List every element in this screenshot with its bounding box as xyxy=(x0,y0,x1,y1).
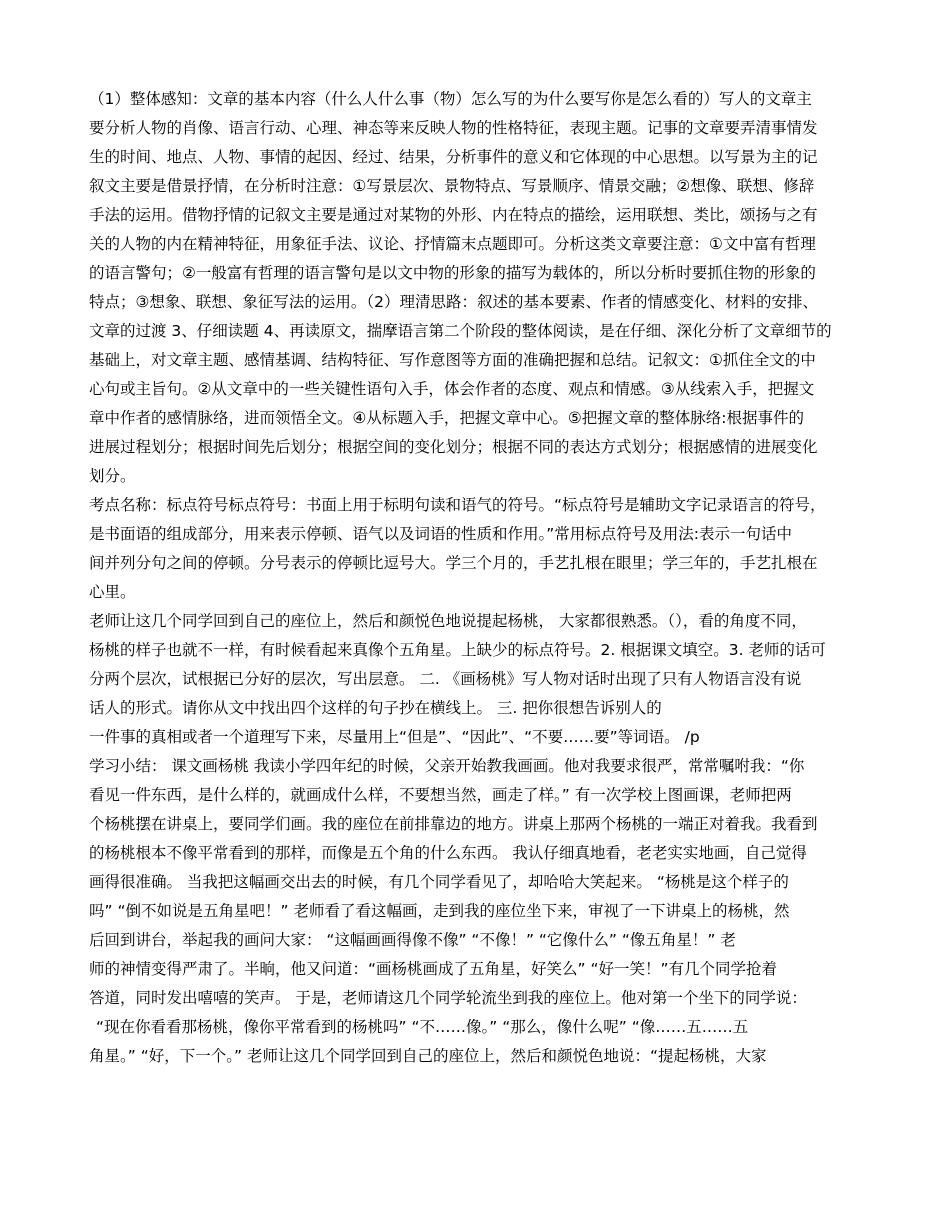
text-line: 分两个层次，试根据已分好的层次，写出层意。 二. 《画杨桃》写人物对话时出现了只有人物语言没有说 xyxy=(89,670,802,688)
text-line: 文章的过渡 3、仔细读题 4、再读原文，揣摩语言第二个阶段的整体阅读，是在仔细、深化分析了文章细节的 xyxy=(89,322,832,340)
text-line: 角星。” “好，下一个。” 老师让这几个同学回到自己的座位上，然后和颜悦色地说：“提起杨桃，大家 xyxy=(89,1047,767,1065)
text-line: 基础上，对文章主题、感情基调、结构特征、写作意图等方面的准确把握和总结。记叙文：①抓住全文的中 xyxy=(89,351,816,369)
text-line: 吗” “倒不如说是五角星吧！” 老师看了看这幅画，走到我的座位坐下来，审视了一下讲桌上的杨桃，然 xyxy=(89,902,790,920)
text-line: 心句或主旨句。②从文章中的一些关键性语句入手，体会作者的态度、观点和情感。③从线索入手，把握文 xyxy=(89,380,815,398)
text-line: 一件事的真相或者一个道理写下来，尽量用上“但是”、“因此”、“不要……要”等词语。 /p xyxy=(89,728,700,746)
text-line: 的语言警句；②一般富有哲理的语言警句是以文中物的形象的描写为载体的，所以分析时要抓住物的形象的 xyxy=(89,264,816,282)
text-line: 关的人物的内在精神特征，用象征手法、议论、抒情篇末点题即可。分析这类文章要注意：①文中富有哲理 xyxy=(89,235,816,253)
text-line: 后回到讲台，举起我的画问大家： “这幅画画得像不像” “不像！” “它像什么” “像五角星！” 老 xyxy=(89,931,736,949)
text-line: 杨桃的样子也就不一样，有时候看起来真像个五角星。上缺少的标点符号。2. 根据课文填空。3. 老师的话可 xyxy=(89,641,826,659)
text-line: 是书面语的组成部分，用来表示停顿、语气以及词语的性质和作用。”常用标点符号及用法:表示一句话中 xyxy=(89,525,793,543)
text-line: 心里。 xyxy=(89,583,136,601)
text-line: 特点；③想象、联想、象征写法的运用。（2）理清思路：叙述的基本要素、作者的情感变化、材料的安排、 xyxy=(89,293,819,311)
text-line: 生的时间、地点、人物、事情的起因、经过、结果，分析事件的意义和它体现的中心思想。以写景为主的记 xyxy=(89,148,818,166)
text-line: 看见一件东西，是什么样的，就画成什么样，不要想当然，画走了样。” 有一次学校上图画课，老师把两 xyxy=(89,786,792,804)
text-line: “现在你看看那杨桃，像你平常看到的杨桃吗” “不……像。” “那么，像什么呢” “像……五……五 xyxy=(96,1018,749,1036)
text-line: 要分析人物的肖像、语言行动、心理、神态等来反映人物的性格特征，表现主题。记事的文章要弄清事情发 xyxy=(89,119,818,137)
text-line: 学习小结： 课文画杨桃 我读小学四年纪的时候，父亲开始教我画画。他对我要求很严，常常嘱咐我：“你 xyxy=(89,757,805,775)
text-line: 个杨桃摆在讲桌上，要同学们画。我的座位在前排靠边的地方。讲桌上那两个杨桃的一端正对着我。我看到 xyxy=(89,815,818,833)
text-line: （1）整体感知：文章的基本内容（什么人什么事（物）怎么写的为什么要写你是怎么看的）写人的文章主 xyxy=(89,90,812,108)
text-line: 间并列分句之间的停顿。分号表示的停顿比逗号大。学三个月的，手艺扎根在眼里；学三年的，手艺扎根在 xyxy=(89,554,818,572)
text-line: 师的神情变得严肃了。半晌，他又问道：“画杨桃画成了五角星，好笑么” “好一笑！”有几个同学抢着 xyxy=(89,960,778,978)
text-line: 章中作者的感情脉络，进而领悟全文。④从标题入手，把握文章中心。⑤把握文章的整体脉络:根据事件的 xyxy=(89,409,805,427)
text-line: 答道，同时发出嘻嘻的笑声。 于是，老师请这几个同学轮流坐到我的座位上。他对第一个坐下的同学说： xyxy=(89,989,807,1007)
text-line: 画得很准确。 当我把这幅画交出去的时候，有几个同学看见了，却哈哈大笑起来。 “杨桃是这个样子的 xyxy=(89,873,789,891)
text-line: 考点名称：标点符号标点符号：书面上用于标明句读和语气的符号。“标点符号是辅助文字记录语言的符号， xyxy=(89,496,826,514)
text-line: 老师让这几个同学回到自己的座位上，然后和颜悦色地说提起杨桃， 大家都很熟悉。（），看的角度不同， xyxy=(89,612,807,630)
text-line: 的杨桃根本不像平常看到的那样，而像是五个角的什么东西。 我认仔细真地看，老老实实地画，自己觉得 xyxy=(89,844,807,862)
text-line: 划分。 xyxy=(89,467,136,485)
text-line: 进展过程划分；根据时间先后划分；根据空间的变化划分；根据不同的表达方式划分；根据感情的进展变化 xyxy=(89,438,818,456)
text-line: 话人的形式。请你从文中找出四个这样的句子抄在横线上。 三. 把你很想告诉别人的 xyxy=(89,699,662,717)
text-line: 手法的运用。借物抒情的记叙文主要是通过对某物的外形、内在特点的描绘，运用联想、类比，颂扬与之有 xyxy=(89,206,818,224)
text-line: 叙文主要是借景抒情，在分析时注意：①写景层次、景物特点、写景顺序、情景交融；②想像、联想、修辞 xyxy=(89,177,815,195)
